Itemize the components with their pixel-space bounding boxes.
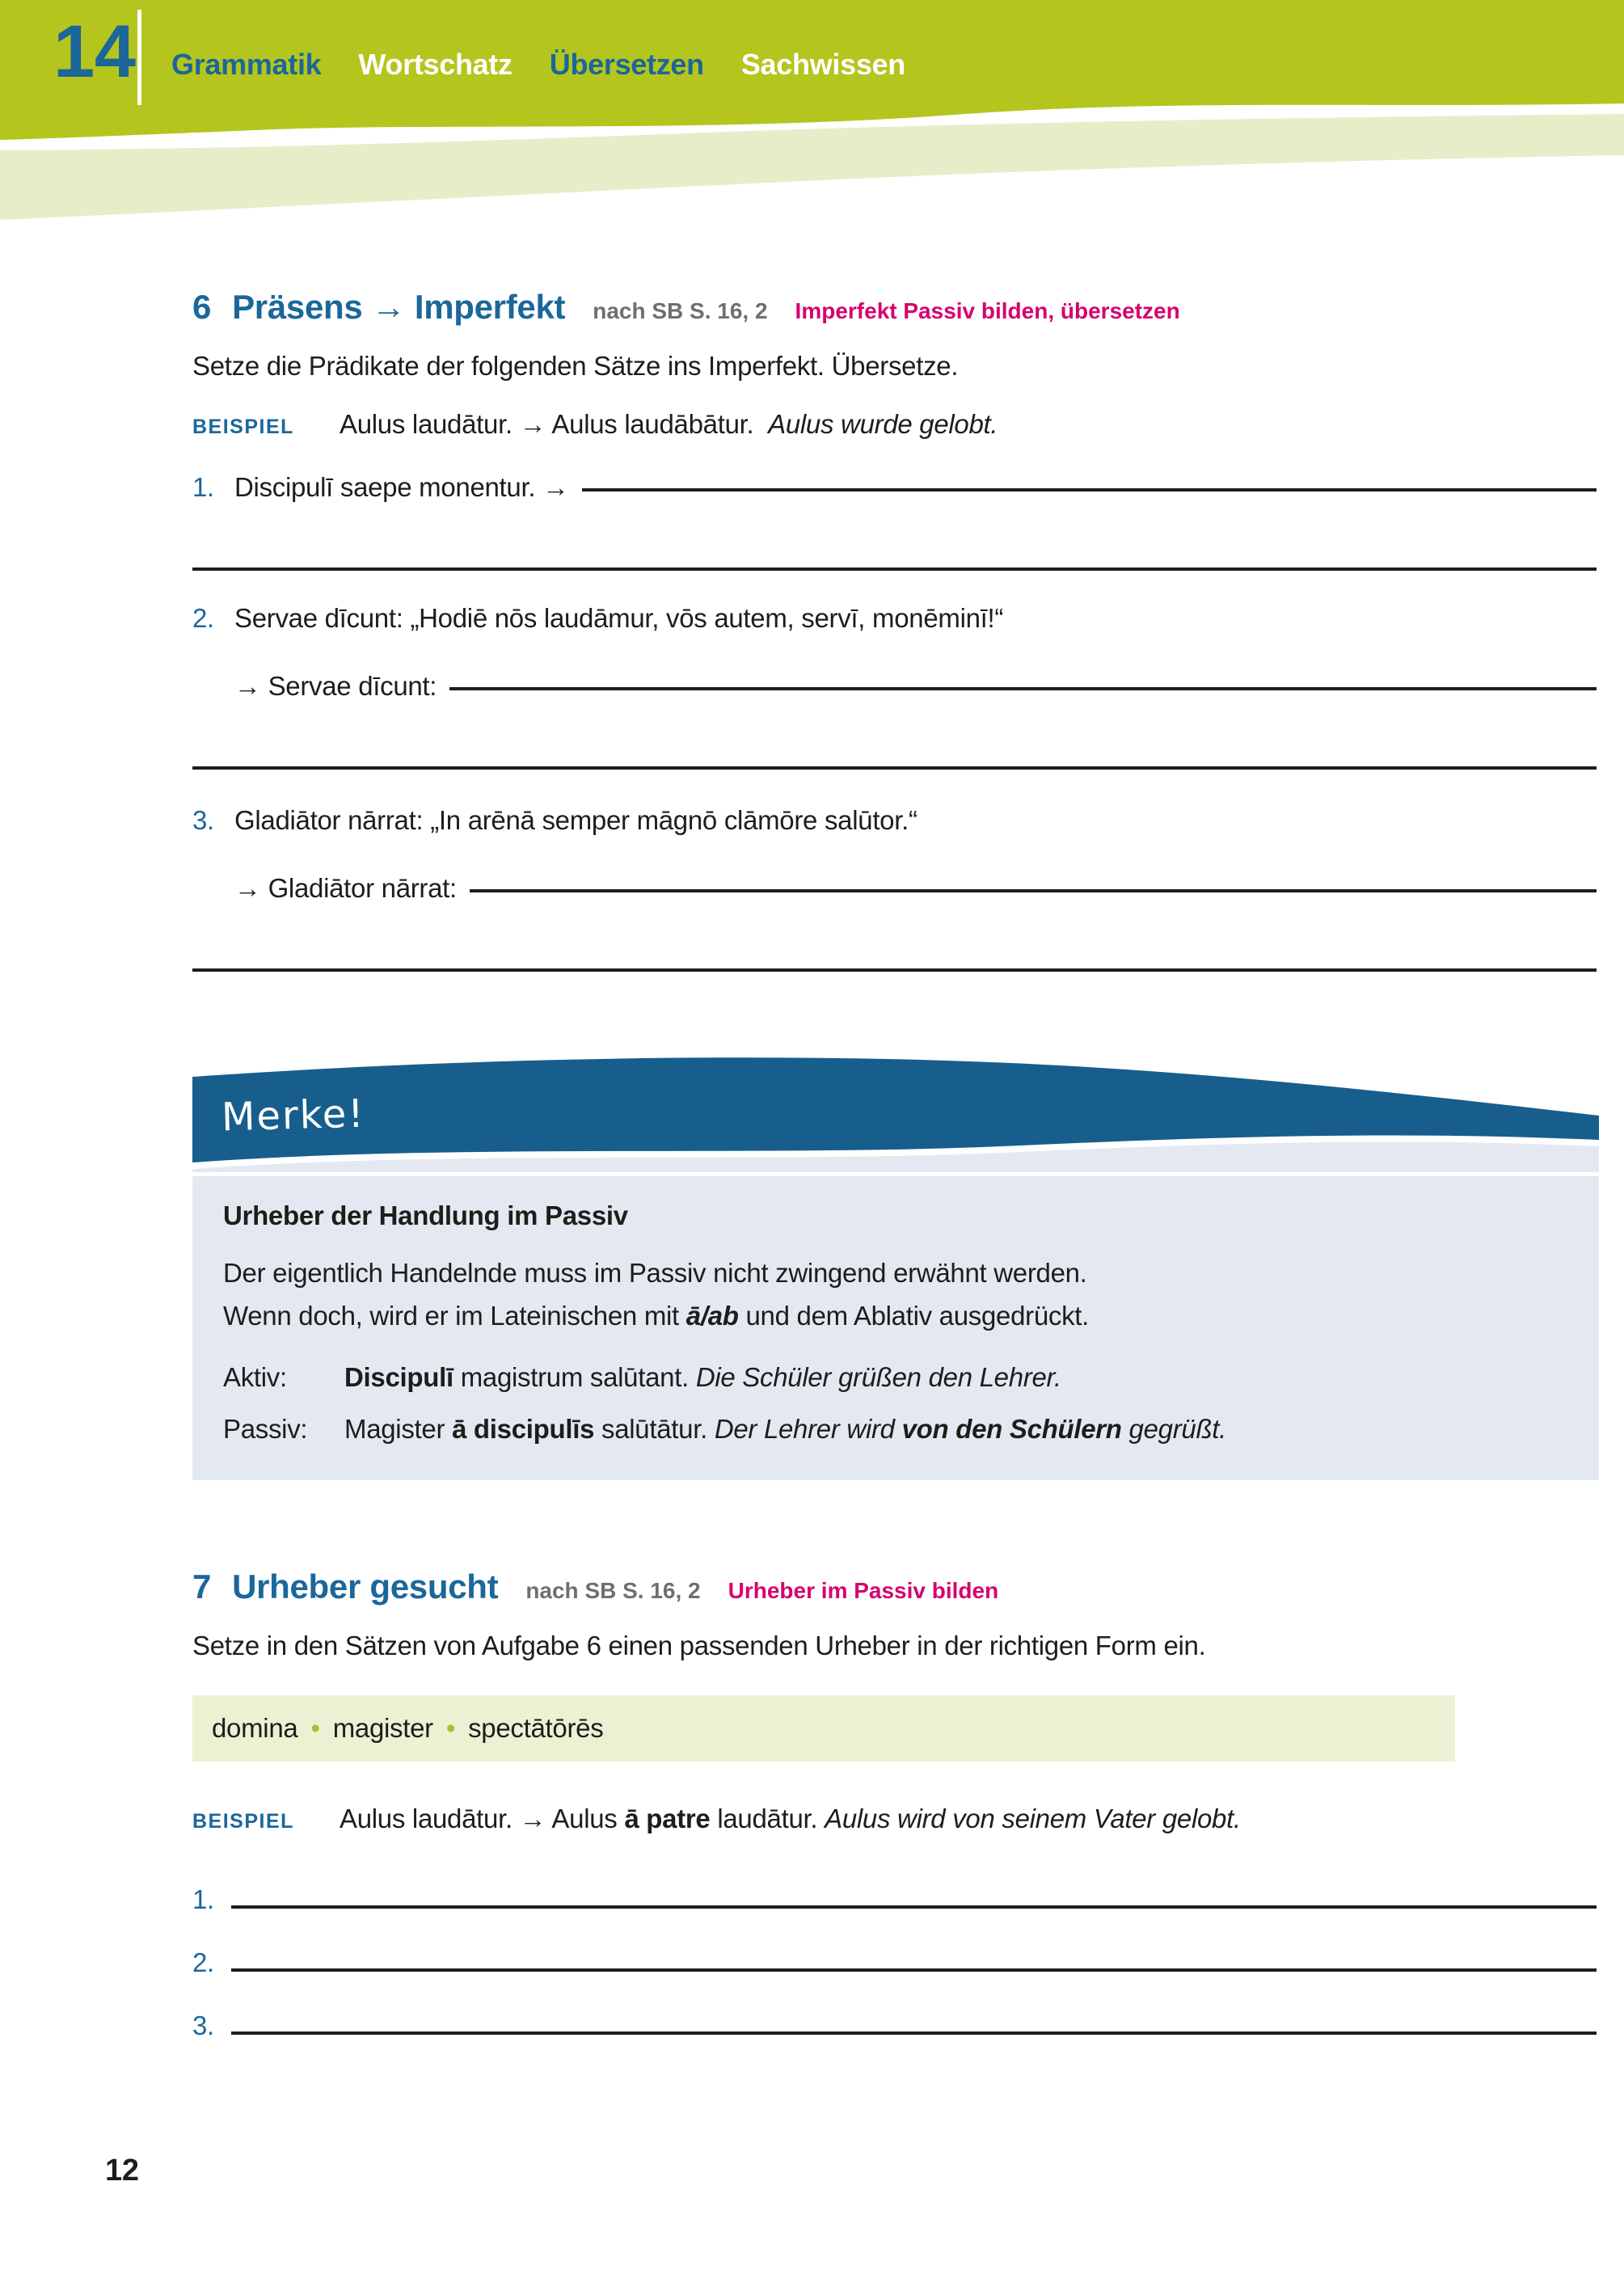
header-swoosh-graphic — [0, 0, 1624, 243]
example-latin: Aulus laudātur. → Aulus laudābātur. — [340, 409, 754, 439]
exercise6-item-2-answer-start — [234, 671, 1597, 702]
content-column — [192, 288, 1597, 2040]
merke-heading: Urheber der Handlung im Passiv — [223, 1200, 628, 1230]
merke-aktiv-row — [223, 1362, 1567, 1393]
exercise7-blank-1 — [192, 1881, 1597, 1914]
item-number: 2. — [192, 1947, 214, 1977]
answer-prompt: → Servae dīcunt: — [234, 671, 437, 701]
answer-line[interactable] — [192, 567, 1597, 571]
section6-example — [192, 409, 1597, 440]
section7-book-reference: nach SB S. 16, 2 — [525, 1577, 701, 1603]
item-latin-sentence: Servae dīcunt: „Hodiē nōs laudāmur, vōs autem, servī, monēminī!“ — [234, 603, 1004, 633]
exercise6-item-1 — [192, 472, 1597, 503]
exercise6-item-3 — [192, 805, 1597, 836]
aktiv-latin-bold: Discipulī — [344, 1361, 453, 1392]
aktiv-translation: Die Schüler grüßen den Lehrer. — [695, 1361, 1061, 1392]
merke-note-box — [192, 1051, 1599, 1480]
exercise6-item-3-answer-start — [234, 873, 1597, 904]
passiv-trans-bold: von den Schülern — [901, 1413, 1122, 1444]
passiv-latin-post: salūtātur. — [594, 1413, 715, 1444]
section6-instruction: Setze die Prädikate der folgenden Sätze ins Imperfekt. Übersetze. — [192, 351, 959, 381]
section6-title: Präsens → Imperfekt — [232, 288, 566, 326]
section6-number: 6 — [192, 288, 212, 326]
answer-line[interactable] — [192, 766, 1597, 770]
tab-uebersetzen: Übersetzen — [549, 48, 704, 81]
example-translation: Aulus wurde gelobt. — [768, 409, 998, 439]
answer-line[interactable] — [192, 968, 1597, 972]
header-tabs — [171, 50, 905, 79]
answer-line[interactable] — [582, 488, 1597, 492]
merke-swoosh-graphic — [192, 1051, 1599, 1172]
example-latin-pre: Aulus laudātur. → Aulus — [340, 1803, 625, 1833]
bullet-separator-icon: • — [310, 1712, 320, 1743]
section7-example — [192, 1804, 1597, 1834]
merke-title: Merke! — [221, 1091, 366, 1141]
item-latin-sentence: Gladiātor nārrat: „In arēnā semper māgnō clāmōre salūtor.“ — [234, 805, 917, 835]
section6-heading — [192, 288, 1597, 327]
exercise7-blank-3 — [192, 2007, 1597, 2040]
item-number: 1. — [192, 1884, 214, 1914]
answer-line[interactable] — [449, 687, 1597, 690]
section6-skill-tag: Imperfekt Passiv bilden, übersetzen — [795, 298, 1180, 323]
example-latin-bold: ā patre — [624, 1803, 711, 1833]
merke-para-line1: Der eigentlich Handelnde muss im Passiv nicht zwingend erwähnt werden. — [223, 1258, 1087, 1288]
section7-number: 7 — [192, 1567, 212, 1605]
word-bank-item: magister — [332, 1712, 433, 1743]
word-bank — [192, 1695, 1455, 1761]
merke-content — [192, 1176, 1599, 1480]
page-number: 12 — [105, 2154, 139, 2188]
example-sentence — [340, 409, 998, 440]
section7-title: Urheber gesucht — [232, 1567, 499, 1605]
example-sentence — [340, 1804, 1241, 1834]
item-number: 3. — [192, 2010, 214, 2040]
tab-grammatik: Grammatik — [171, 48, 322, 81]
passiv-latin-pre: Magister — [344, 1413, 453, 1444]
aktiv-latin-rest: magistrum salūtant. — [453, 1361, 696, 1392]
beispiel-label: BEISPIEL — [192, 1809, 294, 1833]
section7-heading — [192, 1567, 1597, 1606]
answer-line[interactable] — [231, 2007, 1597, 2035]
item-number: 3. — [192, 805, 214, 835]
exercise7-blank-2 — [192, 1944, 1597, 1977]
answer-line[interactable] — [231, 1881, 1597, 1909]
answer-prompt: → Gladiātor nārrat: — [234, 873, 457, 903]
word-bank-item: domina — [212, 1712, 298, 1743]
passiv-label: Passiv: — [223, 1413, 308, 1444]
section6-book-reference: nach SB S. 16, 2 — [593, 298, 768, 323]
passiv-sentence — [344, 1414, 1226, 1445]
tab-wortschatz: Wortschatz — [358, 48, 513, 81]
exercise6-item-2 — [192, 603, 1597, 634]
bullet-separator-icon: • — [445, 1712, 456, 1743]
passiv-trans-pre: Der Lehrer wird — [714, 1413, 902, 1444]
item-number: 2. — [192, 603, 214, 633]
merke-paragraph — [223, 1252, 1567, 1338]
item-latin-sentence: Discipulī saepe monentur. → — [234, 472, 569, 502]
chapter-number: 14 — [53, 11, 136, 93]
merke-para-line2-post: und dem Ablativ ausgedrückt. — [738, 1300, 1090, 1331]
merke-para-line2-term: ā/ab — [685, 1300, 739, 1331]
answer-line[interactable] — [470, 889, 1597, 892]
beispiel-label: BEISPIEL — [192, 416, 294, 438]
word-bank-item: spectātōrēs — [468, 1712, 604, 1743]
tab-sachwissen: Sachwissen — [740, 48, 905, 81]
aktiv-sentence — [344, 1362, 1061, 1393]
answer-line[interactable] — [231, 1944, 1597, 1972]
aktiv-label: Aktiv: — [223, 1361, 287, 1392]
item-number: 1. — [192, 472, 214, 502]
section7-instruction: Setze in den Sätzen von Aufgabe 6 einen passenden Urheber in der richtigen Form ein. — [192, 1630, 1206, 1660]
merke-para-line2-pre: Wenn doch, wird er im Lateinischen mit — [223, 1300, 686, 1331]
header-divider — [137, 10, 141, 105]
passiv-trans-post: gegrüßt. — [1121, 1413, 1227, 1444]
example-latin-post: laudātur. — [710, 1803, 825, 1833]
page-header — [0, 0, 1624, 226]
merke-passiv-row — [223, 1414, 1567, 1445]
example-translation: Aulus wird von seinem Vater gelobt. — [825, 1803, 1241, 1833]
passiv-latin-bold: ā discipulīs — [452, 1413, 595, 1444]
section7-skill-tag: Urheber im Passiv bilden — [728, 1577, 999, 1603]
